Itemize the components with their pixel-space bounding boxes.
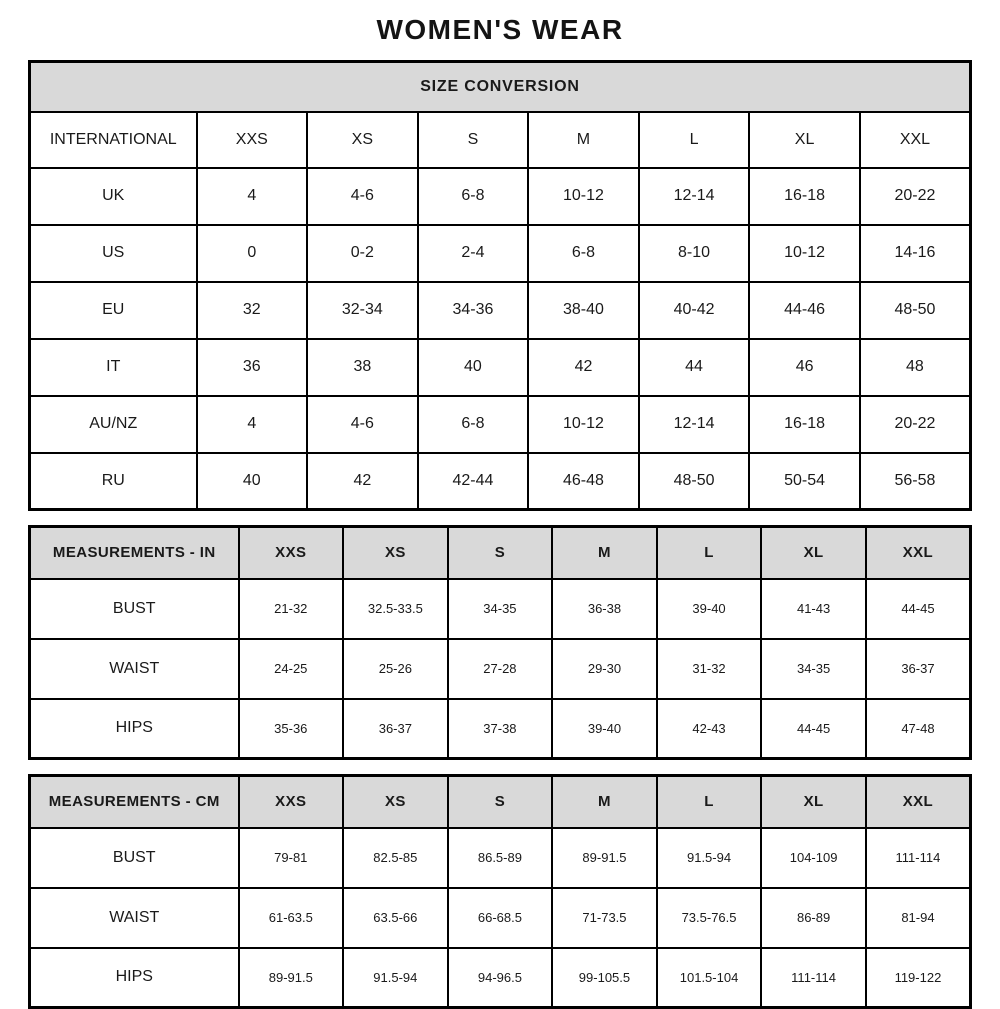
row-label-cell: AU/NZ [30, 396, 197, 453]
value-cell: 6-8 [418, 396, 529, 453]
size-header-cell: XL [761, 776, 866, 828]
value-cell: 86.5-89 [448, 828, 553, 888]
header-label-cell: INTERNATIONAL [30, 112, 197, 168]
value-cell: 89-91.5 [239, 948, 344, 1008]
value-cell: 36 [197, 339, 308, 396]
table-row [30, 948, 971, 1008]
value-cell: 34-35 [761, 639, 866, 699]
size-header-cell: M [528, 112, 639, 168]
value-cell: 8-10 [639, 225, 750, 282]
measurements-cm-table [28, 774, 972, 1009]
value-cell: 41-43 [761, 579, 866, 639]
value-cell: 44-45 [866, 579, 971, 639]
table-row [30, 168, 971, 225]
value-cell: 82.5-85 [343, 828, 448, 888]
value-cell: 6-8 [528, 225, 639, 282]
page-title: WOMEN'S WEAR [376, 14, 624, 45]
value-cell: 99-105.5 [552, 948, 657, 1008]
value-cell: 4-6 [307, 396, 418, 453]
value-cell: 21-32 [239, 579, 344, 639]
value-cell: 86-89 [761, 888, 866, 948]
value-cell: 14-16 [860, 225, 971, 282]
value-cell: 4 [197, 168, 308, 225]
size-header-cell: S [448, 527, 553, 579]
header-label-cell: MEASUREMENTS - IN [30, 527, 239, 579]
value-cell: 44 [639, 339, 750, 396]
value-cell: 27-28 [448, 639, 553, 699]
size-header-cell: XL [761, 527, 866, 579]
size-header-cell: XXL [860, 112, 971, 168]
size-header-cell: L [639, 112, 750, 168]
value-cell: 42-44 [418, 453, 529, 510]
table-row [30, 453, 971, 510]
value-cell: 40 [197, 453, 308, 510]
value-cell: 10-12 [749, 225, 860, 282]
value-cell: 42 [307, 453, 418, 510]
value-cell: 48 [860, 339, 971, 396]
value-cell: 32 [197, 282, 308, 339]
row-label-cell: WAIST [30, 888, 239, 948]
value-cell: 38 [307, 339, 418, 396]
value-cell: 104-109 [761, 828, 866, 888]
value-cell: 39-40 [657, 579, 762, 639]
value-cell: 10-12 [528, 168, 639, 225]
size-conversion-banner: SIZE CONVERSION [30, 62, 971, 112]
value-cell: 79-81 [239, 828, 344, 888]
value-cell: 10-12 [528, 396, 639, 453]
size-header-cell: XXL [866, 527, 971, 579]
row-label-cell: BUST [30, 828, 239, 888]
value-cell: 71-73.5 [552, 888, 657, 948]
value-cell: 50-54 [749, 453, 860, 510]
value-cell: 61-63.5 [239, 888, 344, 948]
value-cell: 20-22 [860, 168, 971, 225]
value-cell: 91.5-94 [343, 948, 448, 1008]
row-label-cell: WAIST [30, 639, 239, 699]
size-header-cell: M [552, 776, 657, 828]
row-label-cell: BUST [30, 579, 239, 639]
value-cell: 40-42 [639, 282, 750, 339]
value-cell: 25-26 [343, 639, 448, 699]
table-row [30, 396, 971, 453]
value-cell: 35-36 [239, 699, 344, 759]
value-cell: 42-43 [657, 699, 762, 759]
value-cell: 46 [749, 339, 860, 396]
value-cell: 81-94 [866, 888, 971, 948]
value-cell: 16-18 [749, 396, 860, 453]
row-label-cell: HIPS [30, 948, 239, 1008]
value-cell: 31-32 [657, 639, 762, 699]
value-cell: 32.5-33.5 [343, 579, 448, 639]
size-header-cell: L [657, 776, 762, 828]
size-header-cell: S [448, 776, 553, 828]
value-cell: 4-6 [307, 168, 418, 225]
value-cell: 44-46 [749, 282, 860, 339]
table-header-row [30, 112, 971, 168]
size-header-cell: XS [343, 527, 448, 579]
value-cell: 4 [197, 396, 308, 453]
value-cell: 56-58 [860, 453, 971, 510]
table-row [30, 339, 971, 396]
size-conversion-body [30, 168, 971, 510]
value-cell: 20-22 [860, 396, 971, 453]
size-header-cell: M [552, 527, 657, 579]
row-label-cell: RU [30, 453, 197, 510]
value-cell: 0 [197, 225, 308, 282]
table-row [30, 282, 971, 339]
row-label-cell: UK [30, 168, 197, 225]
value-cell: 12-14 [639, 168, 750, 225]
value-cell: 39-40 [552, 699, 657, 759]
size-header-cell: XXS [239, 776, 344, 828]
table-row [30, 225, 971, 282]
size-header-cell: L [657, 527, 762, 579]
value-cell: 12-14 [639, 396, 750, 453]
row-label-cell: IT [30, 339, 197, 396]
value-cell: 111-114 [866, 828, 971, 888]
row-label-cell: EU [30, 282, 197, 339]
value-cell: 91.5-94 [657, 828, 762, 888]
value-cell: 40 [418, 339, 529, 396]
size-header-cell: XXS [197, 112, 308, 168]
table-banner-row [30, 62, 971, 112]
value-cell: 42 [528, 339, 639, 396]
value-cell: 94-96.5 [448, 948, 553, 1008]
measurements-cm-body [30, 828, 971, 1008]
value-cell: 119-122 [866, 948, 971, 1008]
size-conversion-table [28, 60, 972, 511]
value-cell: 29-30 [552, 639, 657, 699]
table-row [30, 828, 971, 888]
table-row [30, 579, 971, 639]
value-cell: 73.5-76.5 [657, 888, 762, 948]
measurements-in-table [28, 525, 972, 760]
value-cell: 48-50 [860, 282, 971, 339]
size-header-cell: XXL [866, 776, 971, 828]
value-cell: 38-40 [528, 282, 639, 339]
value-cell: 89-91.5 [552, 828, 657, 888]
table-row [30, 888, 971, 948]
value-cell: 63.5-66 [343, 888, 448, 948]
value-cell: 46-48 [528, 453, 639, 510]
value-cell: 2-4 [418, 225, 529, 282]
value-cell: 66-68.5 [448, 888, 553, 948]
row-label-cell: HIPS [30, 699, 239, 759]
measurements-in-body [30, 579, 971, 759]
table-row [30, 639, 971, 699]
value-cell: 6-8 [418, 168, 529, 225]
size-header-cell: XS [343, 776, 448, 828]
value-cell: 37-38 [448, 699, 553, 759]
row-label-cell: US [30, 225, 197, 282]
table-header-row [30, 527, 971, 579]
value-cell: 0-2 [307, 225, 418, 282]
value-cell: 111-114 [761, 948, 866, 1008]
header-label-cell: MEASUREMENTS - CM [30, 776, 239, 828]
value-cell: 36-38 [552, 579, 657, 639]
size-header-cell: S [418, 112, 529, 168]
table-row [30, 699, 971, 759]
value-cell: 36-37 [343, 699, 448, 759]
table-header-row [30, 776, 971, 828]
value-cell: 44-45 [761, 699, 866, 759]
size-header-cell: XS [307, 112, 418, 168]
value-cell: 48-50 [639, 453, 750, 510]
value-cell: 32-34 [307, 282, 418, 339]
value-cell: 24-25 [239, 639, 344, 699]
size-header-cell: XXS [239, 527, 344, 579]
value-cell: 34-36 [418, 282, 529, 339]
value-cell: 101.5-104 [657, 948, 762, 1008]
value-cell: 34-35 [448, 579, 553, 639]
value-cell: 47-48 [866, 699, 971, 759]
value-cell: 16-18 [749, 168, 860, 225]
value-cell: 36-37 [866, 639, 971, 699]
size-header-cell: XL [749, 112, 860, 168]
